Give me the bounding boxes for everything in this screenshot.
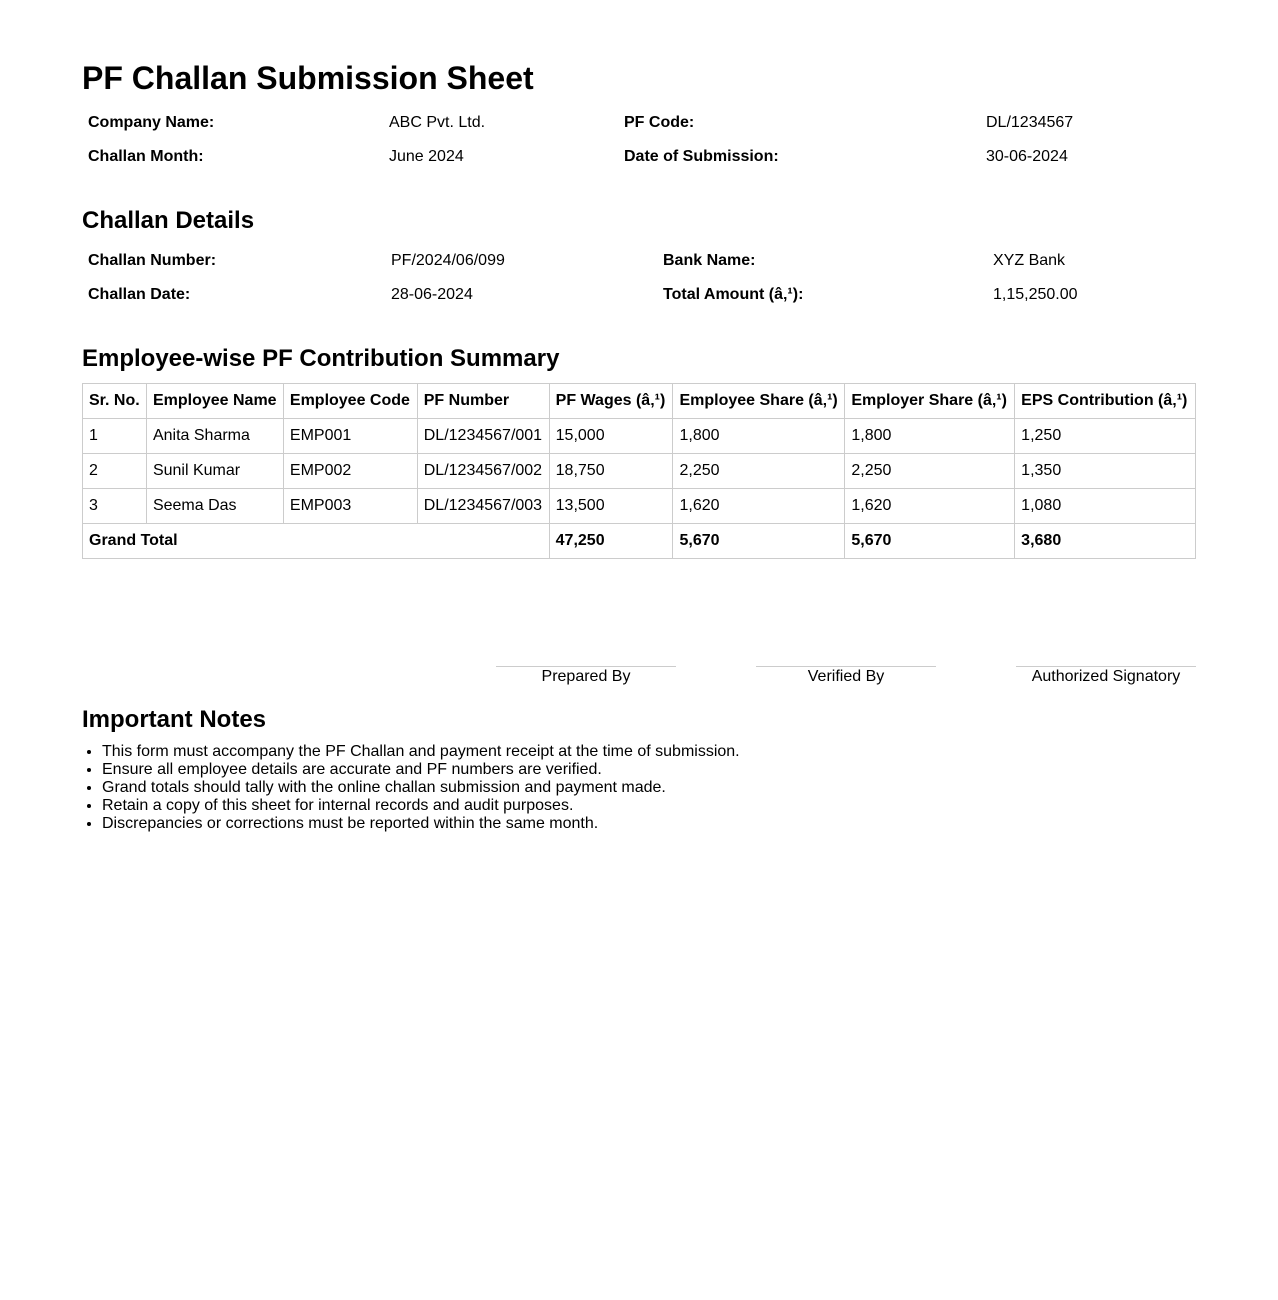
table-cell: Seema Das — [146, 489, 283, 524]
total-employer-share: 5,670 — [845, 524, 1015, 559]
submission-date-label: Date of Submission: — [624, 148, 779, 165]
column-header: EPS Contribution (â‚¹) — [1015, 384, 1196, 419]
company-name-label: Company Name: — [88, 114, 215, 131]
total-eps-contribution: 3,680 — [1015, 524, 1196, 559]
column-header: Employer Share (â‚¹) — [845, 384, 1015, 419]
table-cell: 2,250 — [845, 454, 1015, 489]
table-cell: EMP003 — [283, 489, 417, 524]
total-employee-share: 5,670 — [673, 524, 845, 559]
challan-number-label: Challan Number: — [88, 252, 217, 269]
table-cell: 18,750 — [549, 454, 673, 489]
column-header: Employee Share (â‚¹) — [673, 384, 845, 419]
grand-total-label: Grand Total — [83, 524, 550, 559]
page-title: PF Challan Submission Sheet — [82, 60, 534, 96]
column-header: PF Wages (â‚¹) — [549, 384, 673, 419]
pf-code-value: DL/1234567 — [986, 114, 1074, 131]
table-row — [83, 419, 1196, 454]
challan-date-label: Challan Date: — [88, 286, 191, 303]
bank-name-label: Bank Name: — [663, 252, 756, 269]
company-info-row — [82, 140, 1196, 174]
submission-date-value: 30-06-2024 — [986, 148, 1068, 165]
challan-details-table — [82, 244, 1196, 312]
contribution-table — [82, 383, 1196, 559]
authorized-signatory-signature: Authorized Signatory — [1016, 666, 1196, 686]
table-cell: Sunil Kumar — [146, 454, 283, 489]
table-cell: 3 — [83, 489, 147, 524]
table-row — [83, 489, 1196, 524]
table-cell: 15,000 — [549, 419, 673, 454]
pf-code-label: PF Code: — [624, 114, 695, 131]
challan-date-value: 28-06-2024 — [391, 286, 473, 303]
table-cell: 1,800 — [673, 419, 845, 454]
table-cell: 1,800 — [845, 419, 1015, 454]
notes-list — [82, 743, 740, 833]
challan-month-value: June 2024 — [389, 148, 464, 165]
list-item: • Ensure all employee details are accurate and PF numbers are verified. — [102, 761, 740, 779]
table-cell: DL/1234567/001 — [417, 419, 549, 454]
table-cell: 1,620 — [845, 489, 1015, 524]
notes-heading: Important Notes — [82, 706, 267, 733]
table-cell: DL/1234567/003 — [417, 489, 549, 524]
table-cell: EMP001 — [283, 419, 417, 454]
column-header: PF Number — [417, 384, 549, 419]
company-info-row — [82, 106, 1196, 140]
table-cell: 1,080 — [1015, 489, 1196, 524]
column-header: Employee Name — [146, 384, 283, 419]
table-cell: EMP002 — [283, 454, 417, 489]
table-row — [83, 454, 1196, 489]
summary-heading: Employee-wise PF Contribution Summary — [82, 345, 560, 372]
total-amount-label: Total Amount (â‚¹): — [663, 286, 804, 303]
table-cell: DL/1234567/002 — [417, 454, 549, 489]
table-cell: 2 — [83, 454, 147, 489]
challan-month-label: Challan Month: — [88, 148, 204, 165]
list-item: • Retain a copy of this sheet for internal records and audit purposes. — [102, 797, 740, 815]
list-item: • Grand totals should tally with the online challan submission and payment made. — [102, 779, 740, 797]
challan-details-row — [82, 278, 1196, 312]
challan-number-value: PF/2024/06/099 — [391, 252, 505, 269]
table-cell: 1 — [83, 419, 147, 454]
prepared-by-signature: Prepared By — [496, 666, 676, 686]
table-header-row — [83, 384, 1196, 419]
total-amount-value: 1,15,250.00 — [993, 286, 1078, 303]
table-cell: 2,250 — [673, 454, 845, 489]
table-cell: Anita Sharma — [146, 419, 283, 454]
challan-details-row — [82, 244, 1196, 278]
table-cell: 1,250 — [1015, 419, 1196, 454]
list-item: • This form must accompany the PF Challan and payment receipt at the time of submission. — [102, 743, 740, 761]
verified-by-signature: Verified By — [756, 666, 936, 686]
column-header: Sr. No. — [83, 384, 147, 419]
bank-name-value: XYZ Bank — [993, 252, 1066, 269]
challan-details-heading: Challan Details — [82, 207, 255, 234]
table-cell: 1,620 — [673, 489, 845, 524]
total-pf-wages: 47,250 — [549, 524, 673, 559]
company-name-value: ABC Pvt. Ltd. — [389, 114, 486, 131]
table-cell: 1,350 — [1015, 454, 1196, 489]
company-info-table — [82, 106, 1196, 174]
grand-total-row — [83, 524, 1196, 559]
column-header: Employee Code — [283, 384, 417, 419]
table-cell: 13,500 — [549, 489, 673, 524]
list-item: • Discrepancies or corrections must be reported within the same month. — [102, 815, 740, 833]
